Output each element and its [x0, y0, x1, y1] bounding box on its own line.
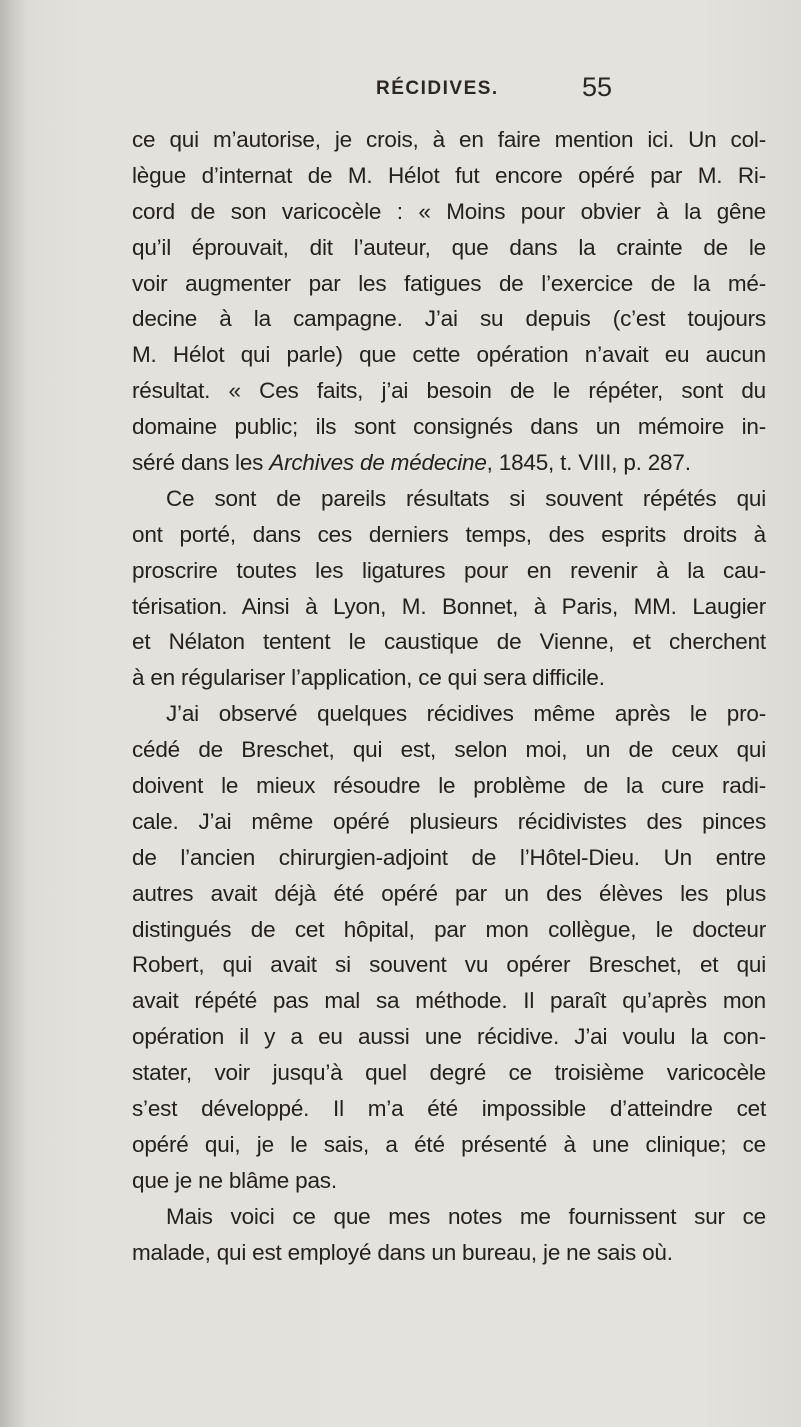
- running-title: RÉCIDIVES.: [376, 78, 499, 99]
- text-line-citation: [132, 445, 766, 481]
- paragraph-start: Ce sont de pareils résultats si souvent répétés qui: [166, 485, 766, 511]
- text-line: doivent le mieux résoudre le problème de la cure radi-: [132, 773, 766, 799]
- text-line: ce qui m’autorise, je crois, à en faire mention ici. Un col-: [132, 127, 766, 152]
- body-text: [132, 122, 766, 1271]
- text-line: s’est développé. Il m’a été impossible d’atteindre cet: [132, 1096, 766, 1122]
- text-line: M. Hélot qui parle) que cette opération n’avait eu aucun: [132, 342, 766, 368]
- text-line: distingués de cet hôpital, par mon collègue, le docteur: [132, 916, 766, 942]
- citation-prefix: séré dans les: [132, 450, 270, 476]
- text-line: cord de son varicocèle : « Moins pour obvier à la gêne: [132, 198, 766, 224]
- paragraph-start: Mais voici ce que mes notes me fournissent sur ce: [166, 1203, 766, 1229]
- text-line: que je ne blâme pas.: [132, 1167, 337, 1193]
- journal-title: Archives de médecine: [269, 450, 487, 476]
- text-line: avait répété pas mal sa méthode. Il paraît qu’après mon: [132, 988, 766, 1014]
- text-line: autres avait déjà été opéré par un des élèves les plus: [132, 880, 766, 906]
- text-line: malade, qui est employé dans un bureau, je ne sais où.: [132, 1239, 673, 1265]
- page-number: 55: [582, 72, 613, 102]
- text-line: à en régulariser l’application, ce qui sera difficile.: [132, 665, 605, 691]
- text-line: térisation. Ainsi à Lyon, M. Bonnet, à Paris, MM. Laugier: [132, 593, 766, 619]
- text-line: cédé de Breschet, qui est, selon moi, un de ceux qui: [132, 737, 766, 763]
- text-line: proscrire toutes les ligatures pour en revenir à la cau-: [132, 557, 766, 583]
- text-line: opéré qui, je le sais, a été présenté à une clinique; ce: [132, 1131, 766, 1157]
- text-line: résultat. « Ces faits, j’ai besoin de le répéter, sont du: [132, 378, 766, 404]
- page-gutter-shadow: [0, 0, 26, 1427]
- text-line: Robert, qui avait si souvent vu opérer Breschet, et qui: [132, 952, 766, 978]
- running-head: [0, 72, 801, 108]
- paragraph-start: J’ai observé quelques récidives même après le pro-: [166, 701, 766, 727]
- text-line: de l’ancien chirurgien-adjoint de l’Hôtel-Dieu. Un entre: [132, 844, 766, 870]
- text-line: qu’il éprouvait, dit l’auteur, que dans la crainte de le: [132, 234, 766, 260]
- text-line: cale. J’ai même opéré plusieurs récidivistes des pinces: [132, 808, 766, 834]
- text-line: et Nélaton tentent le caustique de Vienne, et cherchent: [132, 629, 766, 655]
- text-line: stater, voir jusqu’à quel degré ce troisième varicocèle: [132, 1060, 766, 1086]
- text-line: domaine public; ils sont consignés dans un mémoire in-: [132, 414, 766, 440]
- text-line: lègue d’internat de M. Hélot fut encore opéré par M. Ri-: [132, 162, 766, 188]
- text-line: opération il y a eu aussi une récidive. J’ai voulu la con-: [132, 1024, 766, 1050]
- citation-suffix: , 1845, t. VIII, p. 287.: [486, 450, 691, 476]
- text-line: ont porté, dans ces derniers temps, des esprits droits à: [132, 521, 766, 547]
- text-line: decine à la campagne. J’ai su depuis (c’est toujours: [132, 306, 766, 332]
- text-line: voir augmenter par les fatigues de l’exercice de la mé-: [132, 270, 766, 296]
